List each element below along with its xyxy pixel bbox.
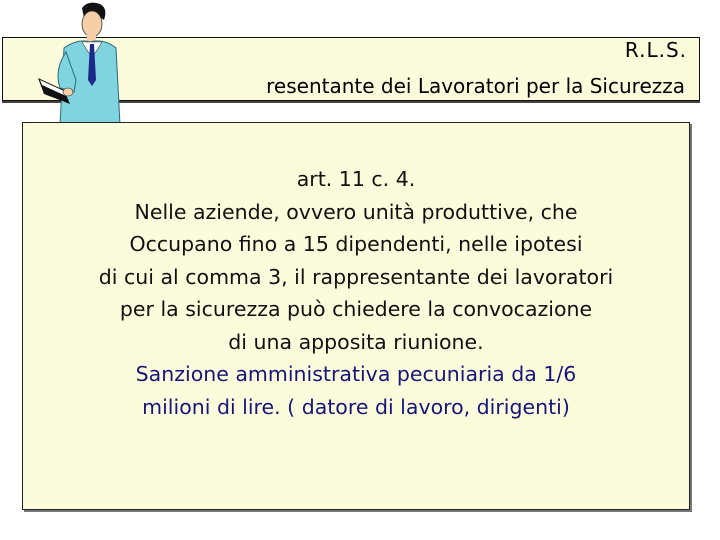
article-line: Nelle aziende, ovvero unità produttive, che (134, 199, 578, 224)
article-line: per la sicurezza può chiedere la convocazione (119, 297, 593, 321)
sanction-line: Sanzione amministrativa pecuniaria da 1/6 (135, 362, 577, 386)
sanction-line: milioni di lire. ( datore di lavoro, dirigenti) (142, 394, 570, 419)
article-line: di una apposita riunione. (228, 329, 484, 354)
article-line: Occupano fino a 15 dipendenti, nelle ipotesi (129, 232, 583, 256)
article-line: di cui al comma 3, il rappresentante dei lavoratori (98, 264, 614, 289)
article-text (23, 163, 689, 423)
header-subtitle: resentante dei Lavoratori per la Sicurezza (266, 74, 685, 98)
article-line: art. 11 c. 4. (296, 167, 416, 191)
businessman-reading-illustration (30, 0, 130, 130)
content-panel (22, 122, 690, 510)
header-title: R.L.S. (624, 38, 687, 62)
header-subtitle-clip (125, 38, 699, 100)
